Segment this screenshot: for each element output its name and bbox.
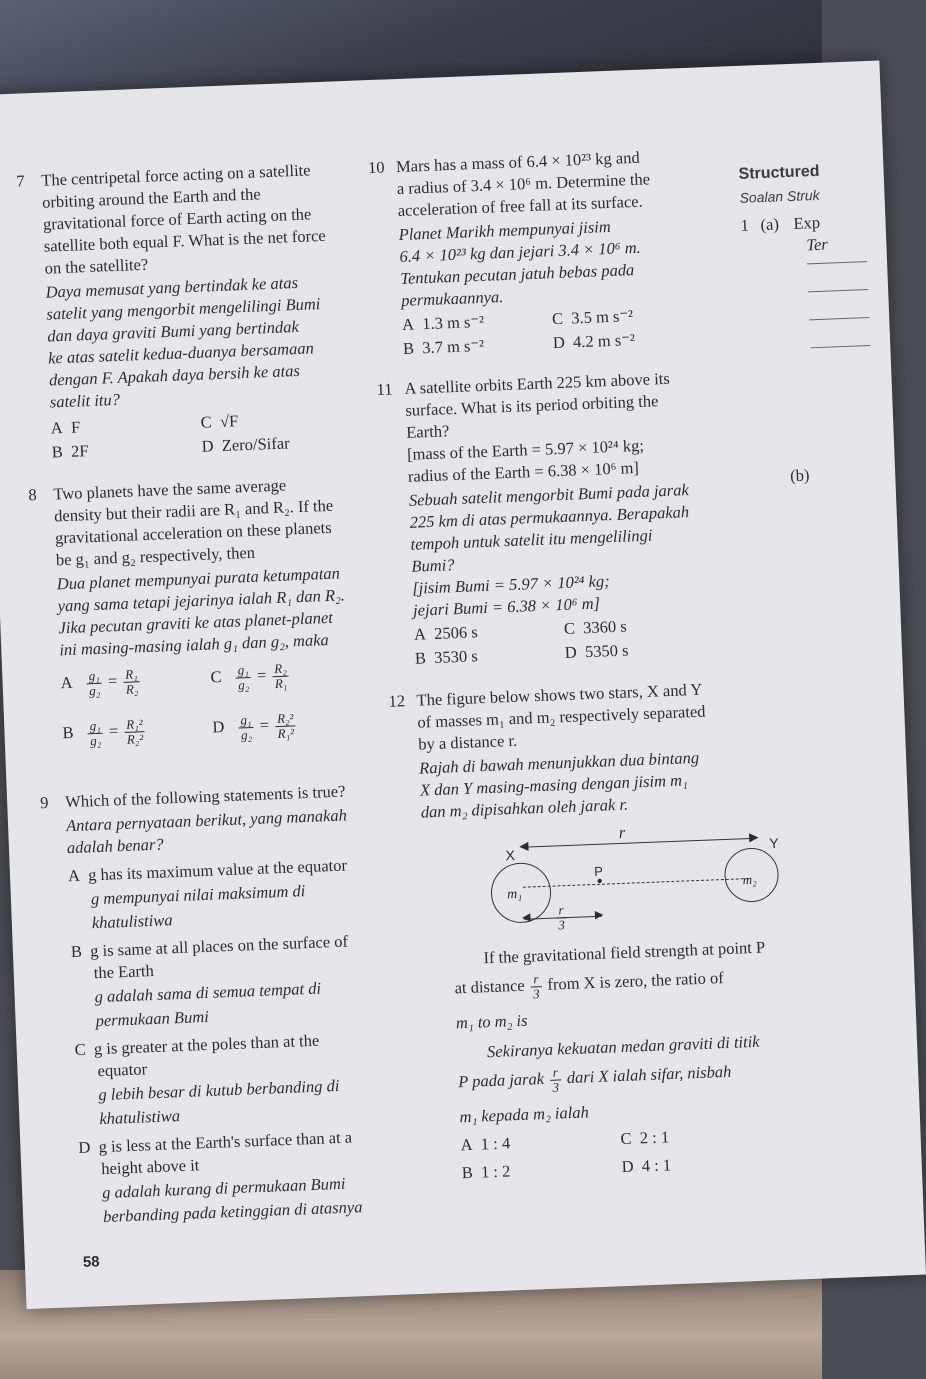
q12-question-en-a: If the gravitational field strength at point P xyxy=(483,937,766,968)
q9-option-a-ms1: g mempunyai nilai maksimum di xyxy=(90,881,306,909)
figure-r3-label: $\frac{r}{3}$ xyxy=(553,903,569,932)
q7-en-line5: on the satellite? xyxy=(44,254,149,278)
q7-en-line2: orbiting around the Earth and the xyxy=(41,184,261,212)
q10-option-a[interactable]: A 1.3 m s⁻² xyxy=(401,311,485,334)
q8-ms-line4: ini masing-masing ialah g₁ dan g₂, maka xyxy=(58,630,330,660)
q7-option-a[interactable]: A F xyxy=(50,417,81,438)
q12-question-ms-a: Sekiranya kekuatan medan graviti di titik xyxy=(486,1031,760,1062)
q10-ms-line3: Tentukan pecutan jatuh bebas pada xyxy=(399,260,635,288)
q9-option-c[interactable]: C g is greater at the poles than at the xyxy=(74,1030,320,1060)
q10-en-line2: a radius of 3.4 × 10⁶ m. Determine the xyxy=(396,169,651,199)
q7-en-line3: gravitational force of Earth acting on the xyxy=(42,204,312,234)
answer-line-4 xyxy=(810,345,870,348)
side-b: (b) xyxy=(789,465,810,486)
q9-option-b-ms2: permukaan Bumi xyxy=(95,1006,210,1031)
q11-option-a[interactable]: A 2506 s xyxy=(413,622,479,644)
q12-number: 12 xyxy=(388,691,406,711)
q12-ms-line3: dan m₂ dipisahkan oleh jarak r. xyxy=(420,794,629,822)
q10-ms-line1: Planet Marikh mempunyai jisim xyxy=(398,216,612,245)
q10-en-line1: Mars has a mass of 6.4 × 10²³ kg and xyxy=(395,147,640,177)
q8-en-line4: be g₁ and g₂ respectively, then xyxy=(55,542,256,570)
point-p-icon: ● xyxy=(596,875,603,887)
q7-ms-line2: satelit yang mengorbit mengelilingi Bumi xyxy=(46,294,321,324)
side-q1-number: 1 xyxy=(740,215,750,235)
figure-dashed-line xyxy=(523,875,749,888)
q9-ms-line1: Antara pernyataan berikut, yang manakah xyxy=(65,805,348,836)
q11-ms-line5: [jisim Bumi = 5.97 × 10²⁴ kg; xyxy=(411,571,610,598)
q11-number: 11 xyxy=(376,379,393,399)
q10-number: 10 xyxy=(367,157,385,178)
q9-option-d-en2: height above it xyxy=(100,1155,200,1179)
q11-en-line2: surface. What is its period orbiting the xyxy=(405,391,659,420)
arrow-right-small-icon: ▶ xyxy=(594,908,604,921)
side-ter: Ter xyxy=(805,234,829,255)
q12-option-a[interactable]: A 1 : 4 xyxy=(460,1133,511,1155)
q12-question-en-b: at distance $\frac{r}{3}$ from X is zero, the ratio of xyxy=(454,968,725,1002)
q8-en-line1: Two planets have the same average xyxy=(53,475,287,504)
stars-figure xyxy=(479,817,783,938)
figure-m2-label: m₂ xyxy=(742,871,757,888)
q12-en-line3: by a distance r. xyxy=(417,730,518,754)
q9-option-c-ms2: khatulistiwa xyxy=(99,1106,181,1129)
q11-ms-line4: Bumi? xyxy=(411,555,455,576)
q11-en-line1: A satellite orbits Earth 225 km above its xyxy=(404,368,671,398)
q11-option-b[interactable]: B 3530 s xyxy=(414,646,479,668)
q11-option-c[interactable]: C 3360 s xyxy=(563,616,628,638)
q9-option-d-ms2: berbanding pada ketinggian di atasnya xyxy=(102,1197,363,1227)
arrow-left-icon: ◀ xyxy=(518,838,529,853)
q12-ms-line2: X dan Y masing-masing dengan jisim m₁ xyxy=(419,770,689,800)
q8-option-d[interactable]: D $\frac{\text{g₁}}{\text{g₂}}$ = $\frac{\text{R₂²}}{\text{R₁²}}$ xyxy=(212,710,295,743)
q8-ms-line2: yang sama tetapi jejarinya ialah R₁ dan R₂. xyxy=(57,585,346,616)
q8-option-c[interactable]: C $\frac{\text{g₁}}{\text{g₂}}$ = $\frac{\text{R₂}}{\text{R₁}}$ xyxy=(210,660,288,693)
q9-option-a[interactable]: A g has its maximum value at the equator xyxy=(67,855,348,886)
q9-option-b-ms1: g adalah sama di semua tempat di xyxy=(94,978,322,1007)
q9-option-c-ms1: g lebih besar di kutub berbanding di xyxy=(98,1075,340,1105)
q8-option-a[interactable]: A $\frac{\text{g₁}}{\text{g₂}}$ = $\frac{\text{R₁}}{\text{R₂}}$ xyxy=(60,666,139,698)
q12-question-en-c: m₁ to m₂ is xyxy=(455,1010,528,1033)
q9-option-b-en2: the Earth xyxy=(93,960,155,983)
q11-en-line3: Earth? xyxy=(405,421,450,442)
answer-line-3 xyxy=(809,317,869,320)
q12-option-c[interactable]: C 2 : 1 xyxy=(620,1127,670,1149)
q7-option-b[interactable]: B 2F xyxy=(51,441,89,462)
q11-ms-line3: tempoh untuk satelit itu mengelilingi xyxy=(410,525,653,554)
q12-en-line1: The figure below shows two stars, X and Y xyxy=(416,679,703,710)
q12-option-d[interactable]: D 4 : 1 xyxy=(621,1155,672,1177)
q10-ms-line4: permukaannya. xyxy=(400,287,504,310)
q7-number: 7 xyxy=(15,171,25,191)
q9-option-c-en2: equator xyxy=(97,1059,148,1081)
q9-en: Which of the following statements is true? xyxy=(64,781,346,812)
q11-ms-line6: jejari Bumi = 6.38 × 10⁶ m] xyxy=(412,593,601,620)
answer-line-1 xyxy=(807,261,867,264)
q10-ms-line2: 6.4 × 10²³ kg dan jejari 3.4 × 10⁶ m. xyxy=(399,237,642,267)
q12-ms-line1: Rajah di bawah menunjukkan dua bintang xyxy=(418,747,700,778)
answer-line-2 xyxy=(808,289,868,292)
q7-ms-line3: dan daya graviti Bumi yang bertindak xyxy=(46,316,300,346)
q11-option-d[interactable]: D 5350 s xyxy=(564,640,629,662)
side-q1a: (a) xyxy=(760,214,780,235)
figure-r-arrow xyxy=(521,838,757,848)
q10-en-line3: acceleration of free fall at its surface. xyxy=(397,191,643,221)
figure-r-label: r xyxy=(618,822,626,843)
q11-ms-line1: Sebuah satelit mengorbit Bumi pada jarak xyxy=(408,480,690,510)
figure-p-label: P xyxy=(593,863,604,879)
q8-en-line3: gravitational acceleration on these planets xyxy=(54,517,332,548)
q12-question-ms-b: P pada jarak $\frac{r}{3}$ dari X ialah sifar, nisbah xyxy=(457,1061,732,1095)
q9-option-d-ms1: g adalah kurang di permukaan Bumi xyxy=(101,1173,346,1203)
q9-number: 9 xyxy=(39,792,49,813)
figure-x-label: X xyxy=(505,847,516,864)
q7-en-line4: satellite both equal F. What is the net force xyxy=(43,225,327,256)
page-number: 58 xyxy=(82,1253,100,1271)
q11-ms-line2: 225 km di atas permukaannya. Berapakah xyxy=(409,502,690,532)
q8-ms-line1: Dua planet mempunyai purata ketumpatan xyxy=(56,563,341,594)
q10-option-c[interactable]: C 3.5 m s⁻² xyxy=(551,306,634,329)
figure-y-label: Y xyxy=(768,834,779,852)
figure-m1-label: m₁ xyxy=(506,886,523,903)
structured-heading: Structured xyxy=(738,162,820,183)
q7-ms-line6: satelit itu? xyxy=(49,389,121,412)
q9-ms-line2: adalah benar? xyxy=(66,834,164,858)
arrow-left-small-icon: ◀ xyxy=(521,911,531,924)
q7-ms-line1: Daya memusat yang bertindak ke atas xyxy=(45,272,299,302)
q9-option-b[interactable]: B g is same at all places on the surface of xyxy=(70,931,349,962)
textbook-page xyxy=(0,60,926,1309)
q10-option-d[interactable]: D 4.2 m s⁻² xyxy=(552,330,636,353)
q7-ms-line4: ke atas satelit kedua-duanya bersamaan xyxy=(47,338,315,368)
side-exp: Exp xyxy=(793,212,821,233)
q12-en-line2: of masses m₁ and m₂ respectively separated xyxy=(417,701,706,732)
q10-option-b[interactable]: B 3.7 m s⁻² xyxy=(402,335,485,358)
q7-option-c[interactable]: C √F xyxy=(200,411,239,432)
arrow-right-icon: ▶ xyxy=(748,829,759,845)
q7-en-line1: The centripetal force acting on a satellite xyxy=(40,160,311,190)
q12-option-b[interactable]: B 1 : 2 xyxy=(461,1161,511,1183)
q9-option-a-ms2: khatulistiwa xyxy=(91,910,173,933)
q8-ms-line3: Jika pecutan graviti ke atas planet-planet xyxy=(58,607,334,638)
q8-number: 8 xyxy=(28,485,37,505)
q11-en-line5: radius of the Earth = 6.38 × 10⁶ m] xyxy=(407,457,640,486)
q8-en-line2: density but their radii are R₁ and R₂. If the xyxy=(53,495,334,526)
q11-en-line4: [mass of the Earth = 5.97 × 10²⁴ kg; xyxy=(406,435,645,464)
q12-question-ms-c: m₁ kepada m₂ ialah xyxy=(459,1102,590,1127)
q9-option-d[interactable]: D g is less at the Earth's surface than at a xyxy=(78,1127,353,1157)
q7-ms-line5: dengan F. Apakah daya bersih ke atas xyxy=(48,360,301,390)
soalan-heading: Soalan Struk xyxy=(739,186,820,206)
q7-option-d[interactable]: D Zero/Sifar xyxy=(201,433,290,456)
q8-option-b[interactable]: B $\frac{\text{g₁}}{\text{g₂}}$ = $\frac{\text{R₁²}}{\text{R₂²}}$ xyxy=(62,716,144,748)
